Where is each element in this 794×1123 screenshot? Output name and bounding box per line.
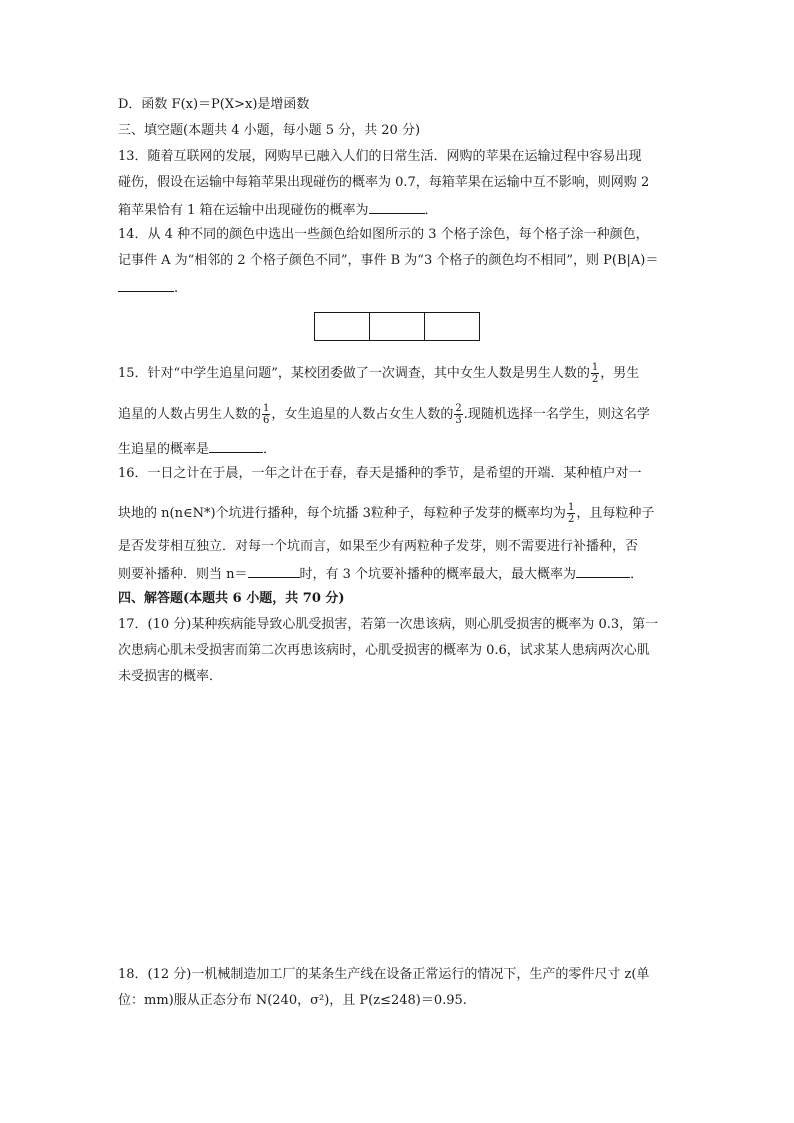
- q14-line-3: .: [118, 279, 178, 297]
- answer-blank: [369, 201, 425, 214]
- answer-blank: [248, 565, 300, 578]
- fraction: $\frac{1}{6}$: [263, 403, 270, 426]
- answer-blank: [209, 440, 263, 453]
- fraction: $\frac{1}{2}$: [567, 502, 575, 525]
- q16-line-4: 则要补播种．则当 n＝ 时，有 3 个坑要补播种的概率最大，最大概率为 ．: [118, 567, 644, 582]
- section-4-heading: 四、解答题(本题共 6 小题，共 70 分): [118, 591, 345, 606]
- q13-line-3: 箱苹果恰有 1 箱在运输中出现碰伤的概率为 ．: [118, 203, 438, 218]
- grid-cell: [370, 313, 425, 340]
- q17-line-2: 次患病心肌未受损害而第二次再患该病时，心肌受损害的概率为 0.6，试求某人患病两次心肌: [118, 643, 650, 658]
- answer-blank: [118, 279, 174, 292]
- q14-line-2: 记事件 A 为“相邻的 2 个格子颜色不同”，事件 B 为“3 个格子的颜色均不相同”，则 P(B|A)＝: [118, 253, 659, 268]
- fraction: $\frac{1}{2}$: [591, 362, 599, 385]
- option-d: D．函数 F(x)＝P(X>x)是增函数: [118, 97, 310, 112]
- grid-cell: [425, 313, 479, 340]
- q13-line-1: 13．随着互联网的发展，网购早已融入人们的日常生活．网购的苹果在运输过程中容易出现: [118, 149, 642, 164]
- three-cell-grid: [314, 312, 480, 341]
- grid-cell: [315, 313, 370, 340]
- fraction: $\frac{2}{3}$: [455, 403, 462, 426]
- q16-line-2: 块地的 n(n∈N*)个坑进行播种，每个坑播 3粒种子，每粒种子发芽的概率均为 $\frac{1}{2}$ ，且每粒种子: [118, 502, 655, 525]
- answer-blank: [576, 565, 630, 578]
- q17-line-1: 17．(10 分)某种疾病能导致心肌受损害，若第一次患该病，则心肌受损害的概率为 0.3，第一: [118, 617, 659, 632]
- q15-line-3: 生追星的概率是 ．: [118, 442, 277, 457]
- q15-line-2: 追星的人数占男生人数的 $\frac{1}{6}$ ，女生追星的人数占女生人数的 $\frac{2}{3}$ .现随机选择一名学生，则这名学: [118, 403, 650, 426]
- q13-line-2: 碰伤，假设在运输中每箱苹果出现碰伤的概率为 0.7，每箱苹果在运输中互不影响，则网购 2: [118, 175, 650, 190]
- q16-line-1: 16．一日之计在于晨，一年之计在于春，春天是播种的季节，是希望的开端．某种植户对一: [118, 466, 642, 481]
- q18-line-2: 位：mm)服从正态分布 N(240，σ²)，且 P(z≤248)＝0.95.: [118, 993, 467, 1008]
- q15-line-1: 15．针对“中学生追星问题”，某校团委做了一次调查，其中女生人数是男生人数的 $\frac{1}{2}$ ，男生: [118, 362, 640, 385]
- q14-line-1: 14．从 4 种不同的颜色中选出一些颜色给如图所示的 3 个格子涂色，每个格子涂一种颜色，: [118, 227, 649, 242]
- section-3-heading: 三、填空题(本题共 4 小题，每小题 5 分，共 20 分): [118, 123, 421, 138]
- q17-line-3: 未受损害的概率．: [118, 669, 223, 684]
- q16-line-3: 是否发芽相互独立．对每一个坑而言，如果至少有两粒种子发芽，则不需要进行补播种，否: [118, 539, 639, 554]
- q18-line-1: 18．(12 分)一机械制造加工厂的某条生产线在设备正常运行的情况下，生产的零件尺寸 z(单: [118, 967, 650, 982]
